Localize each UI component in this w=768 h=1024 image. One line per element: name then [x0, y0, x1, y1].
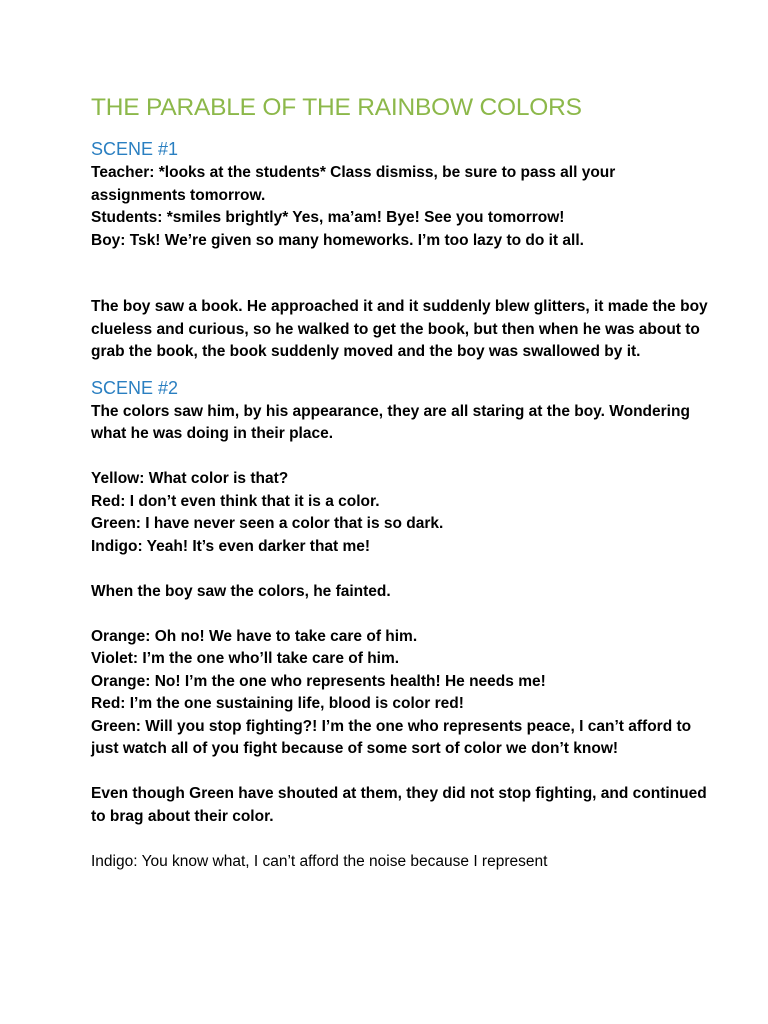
scene-2-narration-3: Even though Green have shouted at them, they did not stop fighting, and continued to brag about their color. — [91, 785, 707, 825]
scene-1-dialogue-students: Students: *smiles brightly* Yes, ma’am! Bye! See you tomorrow! — [91, 209, 565, 226]
scene-1-dialogue-boy: Boy: Tsk! We’re given so many homeworks. I’m too lazy to do it all. — [91, 231, 584, 249]
scene-2-heading: SCENE #2 — [91, 377, 179, 398]
scene-1-dialogue-teacher: Teacher: *looks at the students* Class dismiss, be sure to pass all your assignments tomorrow. — [91, 164, 616, 204]
document-title: THE PARABLE OF THE RAINBOW COLORS — [91, 94, 582, 121]
scene-2-narration-2: When the boy saw the colors, he fainted. — [91, 582, 391, 600]
scene-2-dialogue-green-2: Green: Will you stop fighting?! I’m the one who represents peace, I can’t afford to just watch all of you fight because of some sort of color we don’t know! — [91, 717, 692, 757]
scene-2-dialogue-indigo-2: Indigo: You know what, I can’t afford the noise because I represent — [91, 852, 548, 870]
scene-2-dialogue-orange-2: Orange: No! I’m the one who represents health! He needs me! — [91, 672, 546, 690]
scene-2-dialogue-violet: Violet: I’m the one who’ll take care of him. — [91, 650, 400, 667]
scene-1-narration: The boy saw a book. He approached it and it suddenly blew glitters, it made the boy clueless and curious, so he walked to get the book, but then when he was about to grab the book, the book suddenly moved and the boy was swallowed by it. — [91, 298, 708, 360]
scene-2-dialogue-yellow: Yellow: What color is that? — [91, 470, 289, 487]
scene-2-dialogue-indigo: Indigo: Yeah! It’s even darker that me! — [91, 537, 371, 555]
scene-2-narration-1: The colors saw him, by his appearance, they are all staring at the boy. Wondering what he was doing in their place. — [91, 402, 690, 442]
scene-2-dialogue-red: Red: I don’t even think that it is a color. — [91, 492, 380, 510]
scene-2-dialogue-green: Green: I have never seen a color that is so dark. — [91, 515, 444, 532]
scene-2-dialogue-red-2: Red: I’m the one sustaining life, blood is color red! — [91, 695, 464, 712]
scene-2-dialogue-orange-1: Orange: Oh no! We have to take care of him. — [91, 627, 418, 645]
scene-1-heading: SCENE #1 — [91, 139, 179, 159]
